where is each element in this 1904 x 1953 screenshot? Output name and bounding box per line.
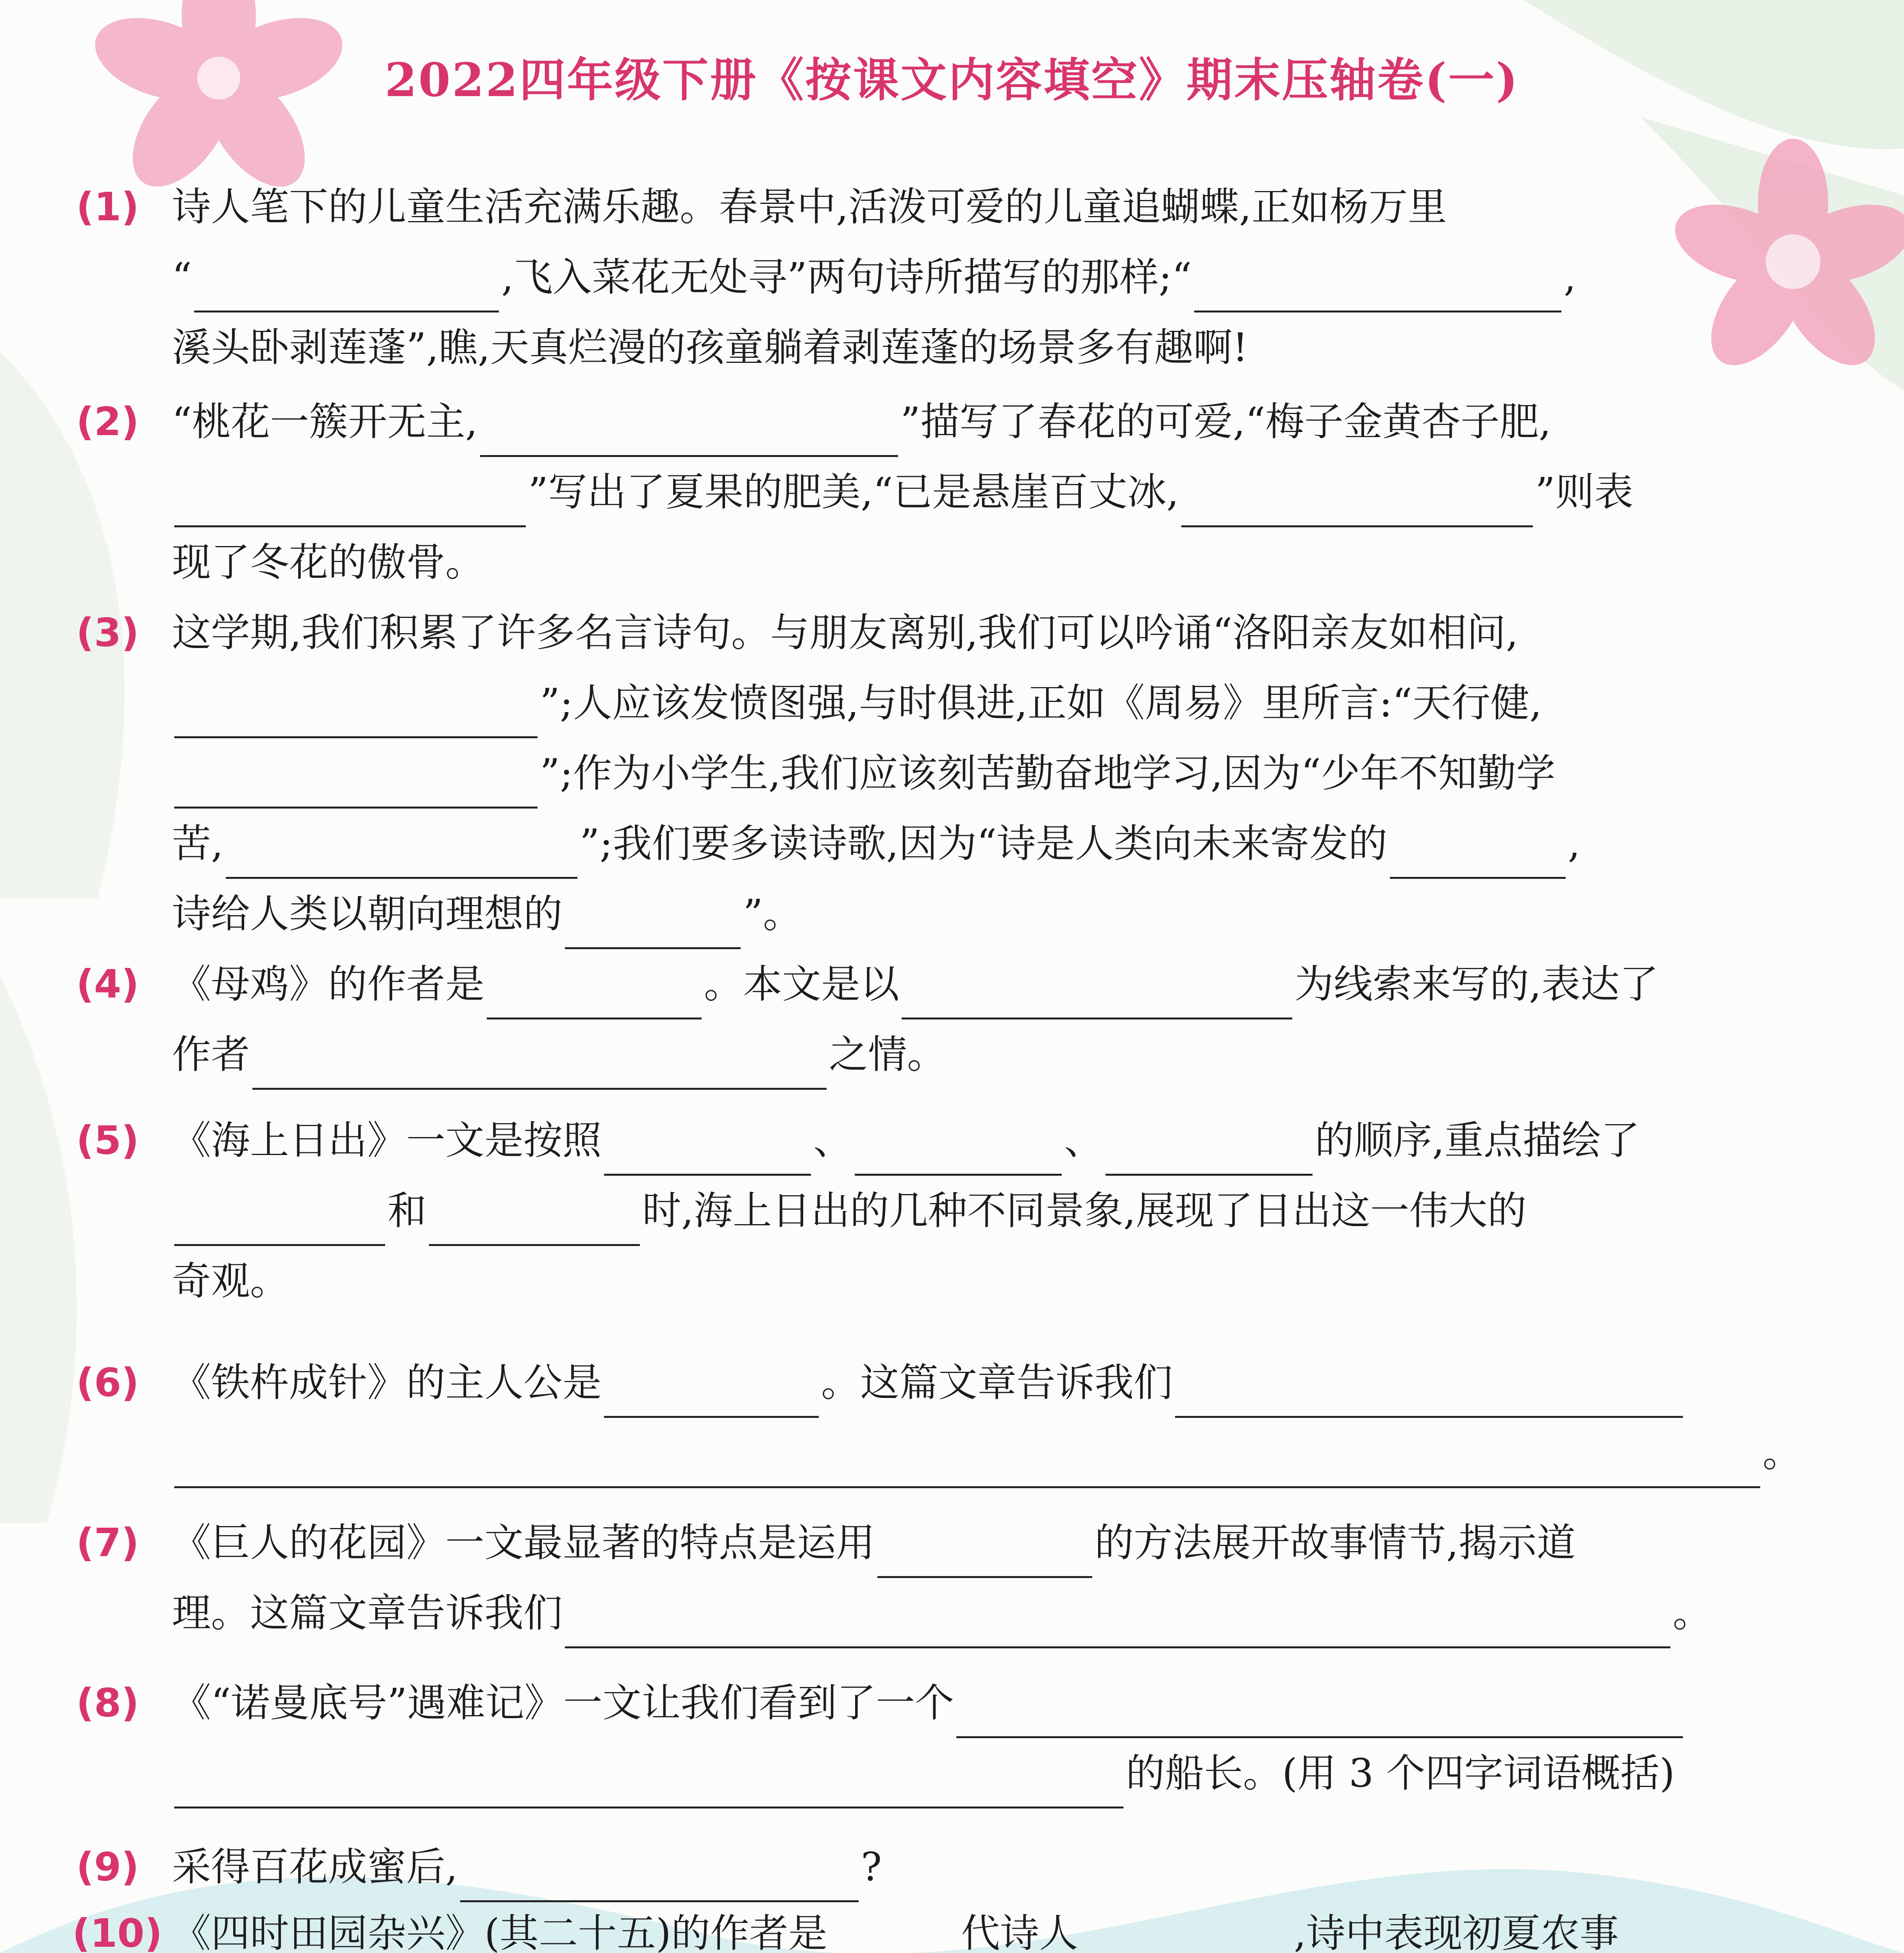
question-text: 诗给人类以朝向理想的	[172, 891, 563, 937]
answer-blank[interactable]	[174, 1201, 385, 1246]
answer-blank[interactable]	[174, 764, 538, 809]
answer-blank[interactable]	[1194, 268, 1561, 312]
answer-blank[interactable]	[565, 904, 741, 949]
question-text: 的船长。(用 3 个四字词语概括)	[1126, 1750, 1675, 1796]
answer-blank[interactable]	[902, 975, 1292, 1019]
question-number: (8)	[76, 1680, 139, 1726]
question-text: 《“诺曼底号”遇难记》一文让我们看到了一个	[172, 1680, 954, 1726]
question-line	[172, 949, 1738, 1019]
question-text: 。	[1673, 1590, 1712, 1636]
question-line	[172, 1738, 1738, 1808]
question-number: (4)	[76, 961, 139, 1007]
question-text: 、	[813, 1118, 852, 1163]
question-text: 、	[1064, 1118, 1103, 1163]
question-text: “	[172, 254, 192, 300]
question-10	[72, 1898, 1738, 1953]
question-line	[172, 1348, 1738, 1418]
question-text: 这学期,我们积累了许多名言诗句。与朋友离别,我们可以吟诵“洛阳亲友如相问,	[172, 610, 1518, 655]
question-text: 时,海上日出的几种不同景象,展现了日出这一伟大的	[642, 1188, 1527, 1234]
answer-blank[interactable]	[174, 482, 526, 527]
question-text: 《四时田园杂兴》(其二十五)的作者是	[172, 1910, 828, 1953]
question-line	[172, 527, 1738, 598]
question-text: 《海上日出》一文是按照	[172, 1118, 602, 1163]
question-text: 采得百花成蜜后,	[172, 1844, 458, 1890]
question-line	[172, 1578, 1738, 1648]
question-text: 。这篇文章告诉我们	[821, 1360, 1173, 1405]
question-2	[76, 387, 1738, 598]
answer-blank[interactable]	[830, 1924, 959, 1953]
question-text: 。	[1763, 1430, 1802, 1476]
question-line	[172, 1105, 1738, 1176]
question-number: (1)	[76, 184, 139, 230]
question-text: 《巨人的花园》一文最显著的特点是运用	[172, 1520, 875, 1566]
question-line	[172, 1508, 1738, 1578]
question-text: 的顺序,重点描绘了	[1315, 1118, 1640, 1163]
question-number: (10)	[72, 1910, 163, 1953]
question-line	[172, 242, 1738, 312]
answer-blank[interactable]	[226, 834, 577, 879]
question-text: ”写出了夏果的肥美,“已是悬崖百丈冰,	[528, 469, 1179, 515]
page-title: 2022四年级下册《按课文内容填空》期末压轴卷(一)	[384, 53, 1520, 107]
question-text: ,	[1563, 254, 1576, 300]
question-7	[76, 1508, 1738, 1648]
question-line	[172, 1832, 1738, 1902]
question-line	[172, 312, 1738, 383]
question-text: 代诗人	[961, 1910, 1079, 1953]
question-text: 奇观。	[172, 1258, 289, 1304]
answer-blank[interactable]	[1175, 1373, 1683, 1418]
question-text: 现了冬花的傲骨。	[172, 539, 484, 585]
answer-blank[interactable]	[1106, 1131, 1313, 1176]
question-text: “桃花一簇开无主,	[172, 399, 478, 445]
question-text: ”;作为小学生,我们应该刻苦勤奋地学习,因为“少年不知勤学	[540, 750, 1556, 796]
question-line	[172, 457, 1738, 527]
answer-blank[interactable]	[487, 975, 702, 1019]
answer-blank[interactable]	[565, 1603, 1670, 1648]
question-text: 为线索来写的,表达了	[1295, 961, 1659, 1007]
question-number: (6)	[76, 1360, 139, 1405]
answer-blank[interactable]	[194, 268, 499, 312]
question-text: 《铁杵成针》的主人公是	[172, 1360, 602, 1405]
question-6	[76, 1348, 1802, 1488]
question-line	[172, 387, 1738, 457]
question-text: ”则表	[1535, 469, 1633, 515]
question-text: 《母鸡》的作者是	[172, 961, 484, 1007]
question-text: 苦,	[172, 821, 223, 866]
question-text: ,	[1568, 821, 1581, 866]
question-number: (3)	[76, 610, 139, 655]
question-8	[76, 1668, 1738, 1808]
question-number: (5)	[76, 1118, 139, 1163]
answer-blank[interactable]	[956, 1693, 1683, 1738]
question-text: 和	[388, 1188, 427, 1234]
question-text: ”描写了春花的可爱,“梅子金黄杏子肥,	[900, 399, 1551, 445]
answer-blank[interactable]	[877, 1533, 1092, 1578]
answer-blank[interactable]	[429, 1201, 640, 1246]
question-line	[172, 1176, 1738, 1246]
question-1	[76, 172, 1738, 383]
question-text: ”。	[743, 891, 802, 937]
answer-blank[interactable]	[1390, 834, 1566, 879]
question-text: 之情。	[829, 1032, 946, 1077]
question-line	[172, 598, 1738, 668]
question-text: 作者	[172, 1032, 250, 1077]
answer-blank[interactable]	[1081, 1924, 1291, 1953]
question-text: 。本文是以	[704, 961, 899, 1007]
question-text: ”;人应该发愤图强,与时俱进,正如《周易》里所言:“天行健,	[540, 680, 1542, 726]
question-4	[76, 949, 1738, 1090]
question-9	[76, 1832, 1738, 1902]
answer-blank[interactable]	[855, 1131, 1062, 1176]
question-line	[172, 738, 1738, 809]
question-line	[172, 1898, 1738, 1953]
question-line	[172, 1246, 1738, 1316]
answer-blank[interactable]	[1181, 482, 1533, 527]
question-5	[76, 1105, 1738, 1316]
question-line	[172, 1019, 1738, 1090]
answer-blank[interactable]	[174, 1443, 1760, 1488]
question-line	[172, 879, 1738, 949]
answer-blank[interactable]	[480, 412, 898, 457]
question-number: (9)	[76, 1844, 139, 1890]
question-line	[172, 1668, 1738, 1738]
question-text: 溪头卧剥莲蓬”,瞧,天真烂漫的孩童躺着剥莲蓬的场景多有趣啊!	[172, 325, 1248, 370]
question-number: (2)	[76, 399, 139, 445]
question-line	[172, 668, 1738, 738]
question-line	[172, 1418, 1802, 1488]
answer-blank[interactable]	[604, 1373, 819, 1418]
answer-blank[interactable]	[174, 693, 538, 738]
answer-blank[interactable]	[252, 1045, 827, 1090]
question-text: ”;我们要多读诗歌,因为“诗是人类向未来寄发的	[579, 821, 1388, 866]
question-line	[172, 809, 1738, 879]
answer-blank[interactable]	[460, 1857, 859, 1902]
question-text: ,飞入菜花无处寻”两句诗所描写的那样;“	[501, 254, 1192, 300]
answer-blank[interactable]	[174, 1764, 1123, 1808]
question-text: ,诗中表现初夏农事	[1294, 1910, 1619, 1953]
answer-blank[interactable]	[604, 1131, 811, 1176]
question-number: (7)	[76, 1520, 139, 1566]
question-text: 的方法展开故事情节,揭示道	[1095, 1520, 1576, 1566]
question-text: 诗人笔下的儿童生活充满乐趣。春景中,活泼可爱的儿童追蝴蝶,正如杨万里	[172, 184, 1447, 230]
question-3	[76, 598, 1738, 949]
question-text: ?	[861, 1844, 882, 1890]
question-line	[172, 172, 1738, 242]
question-text: 理。这篇文章告诉我们	[172, 1590, 563, 1636]
